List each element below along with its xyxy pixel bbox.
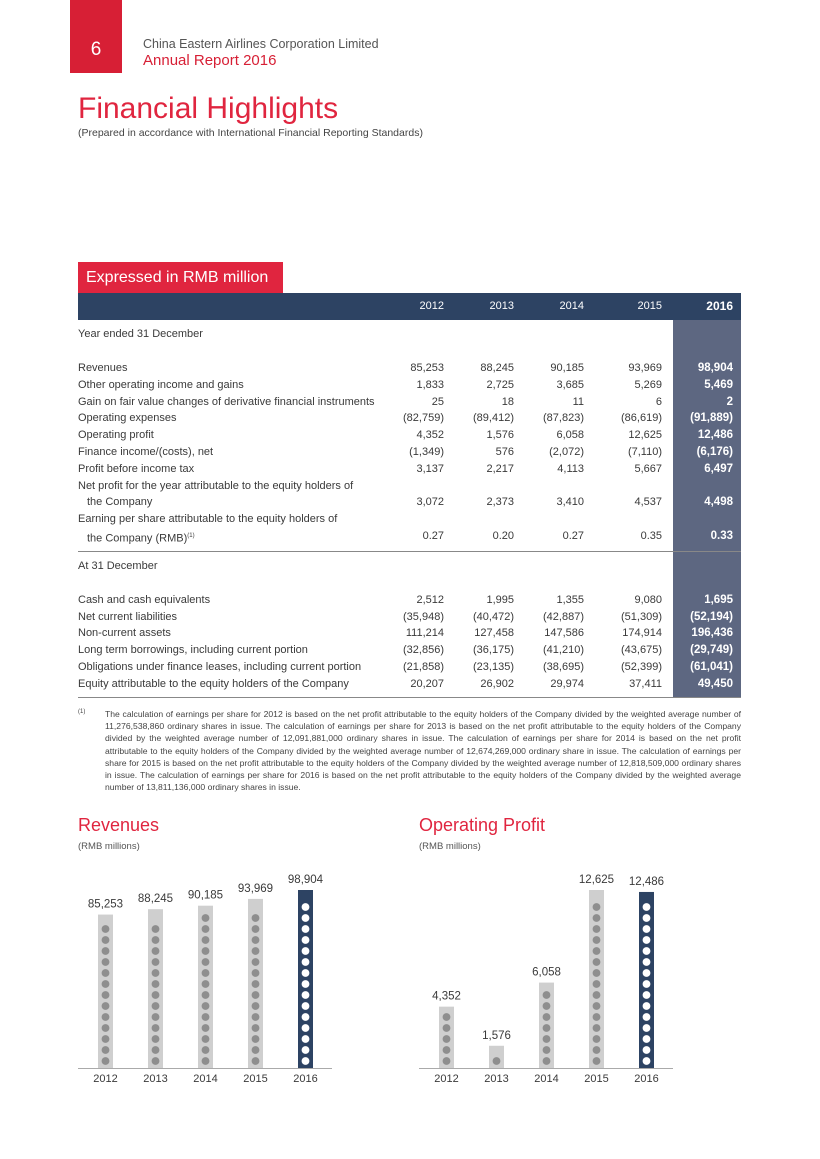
bar-dot — [152, 925, 160, 933]
bar-dot — [443, 1046, 451, 1054]
row-label: the Company (RMB)$^{(1)}$ — [87, 532, 195, 545]
row-label: the Company — [87, 496, 153, 509]
cell-value: 11 — [572, 395, 584, 408]
cell-value: (1,349) — [409, 445, 444, 458]
cell-value: (23,135) — [473, 660, 514, 673]
tick-label: 2014 — [193, 1073, 218, 1085]
data-label: 85,253 — [87, 898, 124, 911]
bar-dot — [102, 980, 110, 988]
bar-dot — [593, 969, 601, 977]
cell-value: (86,619) — [621, 412, 662, 425]
bar-dot — [443, 1024, 451, 1032]
bar-dot — [152, 1057, 160, 1065]
table-row — [78, 461, 741, 478]
bar-dot — [102, 925, 110, 933]
bar-dot — [202, 914, 210, 922]
cell-value: 0.27 — [562, 529, 584, 542]
data-label: 12,486 — [628, 875, 665, 888]
tick-label: 2013 — [484, 1073, 509, 1085]
bar-dot — [543, 1013, 551, 1021]
bar-dot — [302, 1046, 310, 1054]
cell-value: 3,137 — [416, 462, 444, 475]
data-label: 12,625 — [578, 874, 615, 886]
bar-dot — [252, 914, 260, 922]
bar-dot — [302, 1013, 310, 1021]
table-row — [78, 494, 741, 511]
cell-value: 5,667 — [634, 462, 662, 475]
bar-dot — [102, 1013, 110, 1021]
bar-dot — [593, 914, 601, 922]
section-title: Year ended 31 December — [78, 328, 203, 340]
bar-dots — [593, 903, 601, 1065]
bar — [148, 909, 163, 1068]
bar-dot — [593, 936, 601, 944]
cell-value: (87,823) — [543, 412, 584, 425]
data-label: 4,352 — [432, 990, 461, 1003]
cell-current-year: 12,486 — [697, 429, 733, 442]
bar-dot — [102, 958, 110, 966]
financial-table — [78, 293, 741, 698]
cell-value: (89,412) — [473, 412, 514, 425]
bar-dot — [593, 947, 601, 955]
bar-dot — [643, 925, 651, 933]
bar-dot — [202, 925, 210, 933]
bar-dot — [643, 1035, 651, 1043]
cell-value: 2,725 — [486, 378, 514, 391]
cell-value: 111,214 — [405, 627, 444, 640]
page-subtitle: (Prepared in accordance with International Financial Reporting Standards) — [78, 127, 423, 139]
divider — [78, 697, 741, 698]
cell-value: 12,625 — [628, 429, 662, 442]
table-row — [78, 394, 741, 411]
bar-dot — [202, 958, 210, 966]
cell-current-year: (52,194) — [690, 610, 733, 623]
row-label: Other operating income and gains — [78, 378, 244, 391]
cell-value: (36,175) — [473, 644, 514, 657]
footnote-mark: (1) — [78, 709, 86, 715]
bar-dot — [593, 980, 601, 988]
cell-value: (2,072) — [549, 445, 584, 458]
bar-dot — [643, 958, 651, 966]
bar-dot — [152, 1046, 160, 1054]
cell-value: (43,675) — [621, 644, 662, 657]
cell-value: 0.20 — [492, 529, 514, 542]
bar-dot — [643, 947, 651, 955]
bar-dot — [643, 914, 651, 922]
bar-dot — [202, 1013, 210, 1021]
bar-dot — [102, 1057, 110, 1065]
cell-value: (42,887) — [543, 610, 584, 623]
bar-dot — [252, 925, 260, 933]
data-label: 6,058 — [532, 966, 561, 979]
row-label: Revenues — [78, 362, 128, 374]
cell-value: 88,245 — [480, 362, 514, 374]
bar-dot — [543, 1057, 551, 1065]
company-name: China Eastern Airlines Corporation Limited — [143, 37, 379, 51]
bar-dot — [252, 947, 260, 955]
bar-dot — [593, 925, 601, 933]
cell-value: 127,458 — [474, 627, 514, 640]
bar-dot — [252, 1035, 260, 1043]
bar-dot — [152, 958, 160, 966]
bar-dot — [102, 1024, 110, 1032]
bar-dot — [202, 1046, 210, 1054]
cell-value: 5,269 — [634, 378, 662, 391]
bar-dot — [252, 991, 260, 999]
bar-dot — [493, 1057, 501, 1065]
cell-value: 3,410 — [556, 496, 584, 509]
bar-dot — [102, 936, 110, 944]
cell-current-year: 2 — [726, 395, 733, 408]
bar-dot — [252, 958, 260, 966]
cell-value: 20,207 — [410, 677, 444, 690]
currency-section-tag: Expressed in RMB million — [78, 262, 283, 293]
bar-dots — [302, 903, 310, 1065]
cell-value: (7,110) — [627, 445, 662, 458]
bar-dot — [202, 1057, 210, 1065]
bar-dot — [543, 1035, 551, 1043]
bar-dot — [202, 936, 210, 944]
bar-dot — [593, 1035, 601, 1043]
table-row — [78, 528, 741, 545]
table-row — [78, 377, 741, 394]
cell-value: 37,411 — [629, 677, 662, 690]
bar-dot — [643, 1024, 651, 1032]
cell-value: 3,072 — [416, 496, 444, 509]
section-title: At 31 December — [78, 559, 158, 572]
cell-value: 0.27 — [422, 529, 444, 542]
row-label: Profit before income tax — [78, 462, 195, 475]
row-label: Non-current assets — [78, 627, 171, 640]
bar-dot — [643, 1002, 651, 1010]
bar-dot — [152, 936, 160, 944]
bar-dot — [302, 1035, 310, 1043]
bar-dot — [593, 1024, 601, 1032]
table-row — [78, 659, 741, 676]
bar-dot — [302, 969, 310, 977]
bar-dot — [252, 1046, 260, 1054]
operating-profit-chart-subtitle: (RMB millions) — [419, 841, 481, 852]
bar-dot — [302, 991, 310, 999]
row-label: Gain on fair value changes of derivative financial instruments — [78, 395, 375, 408]
cell-value: 147,586 — [544, 627, 584, 640]
cell-value: 4,537 — [634, 496, 662, 509]
bar-dot — [252, 1057, 260, 1065]
bar-dot — [443, 1035, 451, 1043]
cell-value: 4,113 — [557, 462, 584, 475]
footnote-ref: (1) — [187, 532, 195, 539]
cell-value: 576 — [495, 445, 514, 458]
bar-dot — [593, 958, 601, 966]
bar-dot — [202, 947, 210, 955]
bar-dot — [643, 991, 651, 999]
cell-value: 2,217 — [486, 462, 514, 475]
cell-current-year: 1,695 — [704, 593, 733, 606]
cell-current-year: (91,889) — [690, 412, 733, 425]
bar-dot — [593, 1002, 601, 1010]
bar-dot — [443, 1057, 451, 1065]
bar-dot — [102, 1035, 110, 1043]
bar-dot — [102, 947, 110, 955]
cell-current-year: 6,497 — [704, 462, 733, 475]
data-label: 88,245 — [137, 893, 174, 906]
tick-label: 2016 — [293, 1073, 318, 1085]
bar-dot — [593, 903, 601, 911]
cell-value: (82,759) — [403, 412, 444, 425]
bar-dot — [152, 991, 160, 999]
operating-profit-chart — [411, 855, 681, 1095]
bar-dot — [302, 936, 310, 944]
bar-dot — [252, 1002, 260, 1010]
cell-value: 18 — [501, 395, 514, 408]
bar-dot — [102, 991, 110, 999]
cell-value: (21,858) — [403, 660, 444, 673]
bar-dot — [643, 903, 651, 911]
bar-dot — [202, 1024, 210, 1032]
bar-dot — [643, 1046, 651, 1054]
cell-current-year: 49,450 — [697, 677, 733, 690]
tick-label: 2012 — [434, 1073, 459, 1085]
year-header: 2013 — [489, 300, 514, 312]
cell-value: (32,856) — [403, 644, 444, 657]
bar-dot — [302, 1024, 310, 1032]
bar-dot — [252, 969, 260, 977]
revenues-chart-subtitle: (RMB millions) — [78, 841, 140, 852]
bar-dot — [593, 1013, 601, 1021]
data-label: 90,185 — [187, 889, 224, 902]
cell-value: 93,969 — [628, 362, 662, 374]
table-row — [78, 592, 741, 609]
row-label: Operating expenses — [78, 412, 177, 425]
cell-current-year: 98,904 — [697, 362, 733, 374]
bar-dot — [302, 1057, 310, 1065]
bar-dot — [202, 991, 210, 999]
tick-label: 2012 — [93, 1073, 118, 1085]
data-label: 1,576 — [482, 1029, 511, 1042]
bar-dot — [202, 980, 210, 988]
operating-profit-chart-title: Operating Profit — [419, 815, 546, 835]
bar-dot — [302, 980, 310, 988]
cell-value: 4,352 — [416, 429, 444, 442]
bar-dot — [443, 1013, 451, 1021]
bar-dot — [152, 1024, 160, 1032]
bar-dot — [543, 1046, 551, 1054]
cell-value: 26,902 — [480, 677, 514, 690]
table-row — [78, 360, 741, 377]
tick-label: 2013 — [143, 1073, 168, 1085]
cell-value: 9,080 — [634, 593, 662, 606]
bar-dot — [302, 914, 310, 922]
bar-dot — [643, 1057, 651, 1065]
tick-label: 2015 — [584, 1073, 609, 1085]
bar-dot — [593, 1046, 601, 1054]
bar-dot — [152, 947, 160, 955]
cell-current-year: (29,749) — [690, 644, 733, 657]
bar-dot — [202, 1035, 210, 1043]
bar-dot — [252, 936, 260, 944]
table-row — [78, 676, 741, 693]
cell-value: (41,210) — [543, 644, 584, 657]
table-row — [78, 410, 741, 427]
cell-value: 1,833 — [416, 378, 444, 391]
tick-label: 2014 — [534, 1073, 559, 1085]
row-label: Cash and cash equivalents — [78, 593, 211, 606]
cell-value: 174,914 — [622, 627, 662, 640]
tick-label: 2015 — [243, 1073, 268, 1085]
cell-value: 1,576 — [486, 429, 514, 442]
bar-dot — [593, 991, 601, 999]
cell-current-year: 5,469 — [704, 378, 733, 391]
cell-value: 25 — [431, 395, 444, 408]
bar-dot — [152, 1035, 160, 1043]
cell-value: (52,399) — [621, 660, 662, 673]
revenues-chart-title: Revenues — [78, 815, 160, 835]
bar-dot — [302, 903, 310, 911]
bar-dot — [252, 1013, 260, 1021]
cell-value: 1,995 — [486, 593, 514, 606]
table-row — [78, 625, 741, 642]
tick-label: 2016 — [634, 1073, 659, 1085]
bar-dot — [152, 969, 160, 977]
bar-dot — [543, 1002, 551, 1010]
bar-dot — [543, 991, 551, 999]
row-label: Obligations under finance leases, including current portion — [78, 660, 362, 673]
year-header-current: 2016 — [706, 299, 733, 313]
cell-value: 2,512 — [416, 593, 444, 606]
cell-current-year: 4,498 — [704, 496, 733, 509]
cell-value: (38,695) — [543, 660, 584, 673]
cell-value: 6 — [655, 395, 662, 408]
bar-dot — [102, 1046, 110, 1054]
balance-sheet-block — [78, 552, 741, 697]
table-header — [78, 293, 741, 320]
bar-dot — [202, 1002, 210, 1010]
cell-value: 3,685 — [556, 378, 584, 391]
row-label: Long term borrowings, including current portion — [78, 644, 308, 657]
table-row — [78, 511, 741, 528]
row-label: Net profit for the year attributable to the equity holders of — [78, 479, 354, 492]
footnote-text: The calculation of earnings per share for 2012 is based on the net profit attributable to the equity holders of the Company divided by the weighted average number of 11,276,538,860 ordinary shares in issue. The calculation of earnings per share for 2013 is based on the net profit attributable to the equity holders of the Company divided by the weighted average number of 12,091,881,000 ordinary shares in issue. The calculation of earnings per share for 2014 is based on the net profit attributable to the equity holders of the Company divided by the weighted average number of 12,674,269,000 ordinary share in issue. The calculation of earnings per share for 2015 is based on the net profit attributable to the equity holders of the Company divided by the weighted average number of 12,818,509,000 ordinary shares in issue. The calculation of earnings per share for 2016 is based on the net profit attributable to the equity holders of the Company divided by the weighted average number of 13,811,136,000 ordinary shares in issue. — [105, 709, 741, 793]
cell-current-year: (61,041) — [690, 660, 733, 673]
cell-value: (40,472) — [473, 610, 514, 623]
year-header: 2012 — [419, 300, 444, 312]
row-label: Equity attributable to the equity holders of the Company — [78, 677, 349, 690]
bar-dots — [643, 903, 651, 1065]
cell-value: 85,253 — [410, 362, 444, 374]
data-label: 93,969 — [237, 882, 274, 895]
row-label: Earning per share attributable to the equity holders of — [78, 513, 338, 526]
table-row — [78, 427, 741, 444]
cell-current-year: (6,176) — [696, 445, 733, 458]
bar-dot — [302, 1002, 310, 1010]
bar-dot — [643, 969, 651, 977]
bar-dot — [302, 958, 310, 966]
bar-dot — [643, 936, 651, 944]
cell-value: 0.35 — [640, 529, 662, 542]
year-header: 2014 — [559, 300, 584, 312]
bar-dot — [302, 925, 310, 933]
bar-dot — [643, 1013, 651, 1021]
row-label: Net current liabilities — [78, 610, 178, 623]
cell-value: 2,373 — [486, 496, 514, 509]
bar-dot — [252, 980, 260, 988]
bar-dot — [302, 947, 310, 955]
cell-current-year: 0.33 — [710, 529, 733, 542]
table-row — [78, 609, 741, 626]
cell-value: (35,948) — [403, 610, 444, 623]
row-label: Finance income/(costs), net — [78, 445, 214, 458]
cell-value: 6,058 — [556, 429, 584, 442]
bar-dots — [493, 1057, 501, 1065]
row-label: Operating profit — [78, 429, 154, 442]
cell-current-year: 196,436 — [691, 627, 733, 640]
cell-value: 29,974 — [550, 677, 584, 690]
bar-dot — [202, 969, 210, 977]
bar-dot — [543, 1024, 551, 1032]
bar-dot — [643, 980, 651, 988]
income-statement-block — [78, 320, 741, 551]
bar-dot — [252, 1024, 260, 1032]
bar-dot — [152, 1002, 160, 1010]
bar-dot — [102, 969, 110, 977]
page-number: 6 — [70, 0, 122, 73]
table-row — [78, 642, 741, 659]
table-row — [78, 478, 741, 495]
bar-dot — [593, 1057, 601, 1065]
page-title: Financial Highlights — [78, 92, 339, 125]
bar-dot — [152, 980, 160, 988]
cell-value: 1,355 — [556, 593, 584, 606]
bar-dot — [102, 1002, 110, 1010]
year-header: 2015 — [637, 300, 662, 312]
data-label: 98,904 — [287, 874, 324, 886]
report-title: Annual Report 2016 — [143, 52, 277, 69]
cell-value: (51,309) — [621, 610, 662, 623]
revenues-chart — [70, 855, 340, 1095]
table-row — [78, 444, 741, 461]
cell-value: 90,185 — [550, 362, 584, 374]
bar-dot — [152, 1013, 160, 1021]
